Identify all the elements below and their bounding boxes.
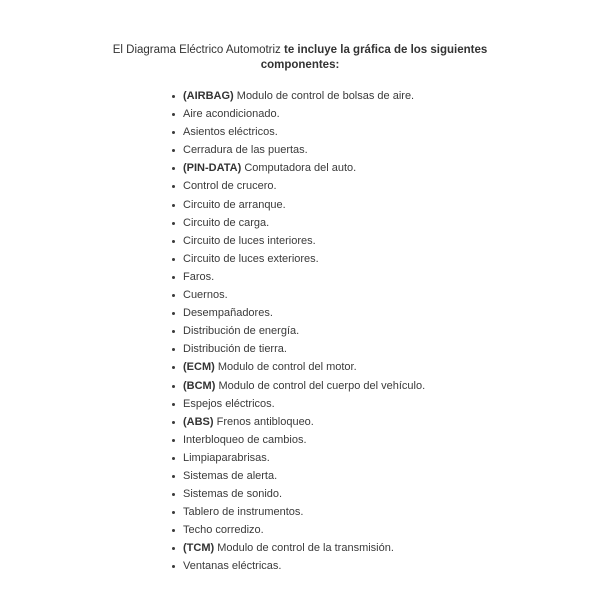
list-item xyxy=(0,250,425,268)
component-description: Cerradura de las puertas. xyxy=(183,144,308,157)
component-description: Circuito de arranque. xyxy=(183,198,286,211)
bullet-icon xyxy=(172,185,175,188)
list-item xyxy=(0,467,425,485)
component-description: Control de crucero. xyxy=(183,180,277,193)
intro-plain-text: El Diagrama Eléctrico Automotriz xyxy=(112,44,281,56)
list-item xyxy=(0,521,425,539)
list-item xyxy=(0,395,425,413)
component-description: Modulo de control de la transmisión. xyxy=(217,542,394,555)
list-item xyxy=(0,141,425,159)
list-item xyxy=(0,268,425,286)
component-description: Frenos antibloqueo. xyxy=(216,415,314,428)
bullet-icon xyxy=(172,113,175,116)
component-description: Circuito de carga. xyxy=(183,216,270,229)
bullet-icon xyxy=(172,457,175,460)
bullet-icon xyxy=(172,312,175,315)
component-description: Modulo de control del cuerpo del vehículo. xyxy=(218,379,426,392)
component-description: Distribución de energía. xyxy=(183,325,300,338)
list-item xyxy=(0,123,425,141)
bullet-icon xyxy=(172,149,175,152)
bullet-icon xyxy=(172,475,175,478)
component-description: Cuernos. xyxy=(183,289,228,302)
component-description: Asientos eléctricos. xyxy=(183,126,278,139)
list-item xyxy=(0,159,425,177)
list-item xyxy=(0,105,425,123)
list-item xyxy=(0,340,425,358)
intro-bold-text: te incluye la gráfica de los siguientes componentes: xyxy=(260,44,488,71)
bullet-icon xyxy=(172,167,175,170)
bullet-icon xyxy=(172,348,175,351)
list-item xyxy=(0,214,425,232)
component-description: Ventanas eléctricas. xyxy=(183,560,282,573)
component-description: Tablero de instrumentos. xyxy=(183,506,304,519)
component-description: Sistemas de sonido. xyxy=(183,488,283,501)
list-item xyxy=(0,557,425,575)
component-description: Circuito de luces exteriores. xyxy=(183,252,319,265)
bullet-icon xyxy=(172,529,175,532)
component-description: Computadora del auto. xyxy=(244,162,357,175)
bullet-icon xyxy=(172,222,175,225)
bullet-icon xyxy=(172,385,175,388)
list-item xyxy=(0,304,425,322)
bullet-icon xyxy=(172,131,175,134)
bullet-icon xyxy=(172,258,175,261)
component-code: (AIRBAG) xyxy=(183,90,234,102)
list-item xyxy=(0,286,425,304)
list-item xyxy=(0,431,425,449)
component-code: (ECM) xyxy=(183,361,215,374)
component-code: (ABS) xyxy=(183,415,214,428)
bullet-icon xyxy=(172,403,175,406)
component-description: Aire acondicionado. xyxy=(183,108,280,121)
bullet-icon xyxy=(172,421,175,424)
bullet-icon xyxy=(172,204,175,207)
bullet-icon xyxy=(172,95,175,98)
component-description: Circuito de luces interiores. xyxy=(183,234,316,247)
bullet-icon xyxy=(172,547,175,550)
list-item xyxy=(0,87,425,105)
bullet-icon xyxy=(172,240,175,243)
component-description: Limpiaparabrisas. xyxy=(183,451,270,464)
list-item xyxy=(0,358,425,376)
component-description: Sistemas de alerta. xyxy=(183,469,278,482)
bullet-icon xyxy=(172,565,175,568)
bullet-icon xyxy=(172,330,175,333)
bullet-icon xyxy=(172,276,175,279)
list-item xyxy=(0,503,425,521)
component-list xyxy=(0,87,425,576)
component-code: (PIN-DATA) xyxy=(183,162,242,175)
bullet-icon xyxy=(172,439,175,442)
list-item xyxy=(0,449,425,467)
component-code: (TCM) xyxy=(183,542,215,555)
bullet-icon xyxy=(172,294,175,297)
component-description: Distribución de tierra. xyxy=(183,343,287,356)
list-item xyxy=(0,539,425,557)
bullet-icon xyxy=(172,366,175,369)
bullet-icon xyxy=(172,493,175,496)
list-item xyxy=(0,413,425,431)
component-description: Faros. xyxy=(183,270,215,283)
component-description: Interbloqueo de cambios. xyxy=(183,433,307,446)
component-code: (BCM) xyxy=(183,379,216,392)
list-item xyxy=(0,196,425,214)
list-item xyxy=(0,377,425,395)
list-item xyxy=(0,177,425,195)
list-item xyxy=(0,485,425,503)
list-item xyxy=(0,232,425,250)
intro-paragraph xyxy=(100,43,500,73)
list-item xyxy=(0,322,425,340)
component-description: Modulo de control de bolsas de aire. xyxy=(236,90,415,102)
bullet-icon xyxy=(172,511,175,514)
component-description: Espejos eléctricos. xyxy=(183,397,275,410)
component-description: Techo corredizo. xyxy=(183,524,264,537)
component-description: Modulo de control del motor. xyxy=(217,361,357,374)
component-description: Desempañadores. xyxy=(183,307,273,320)
